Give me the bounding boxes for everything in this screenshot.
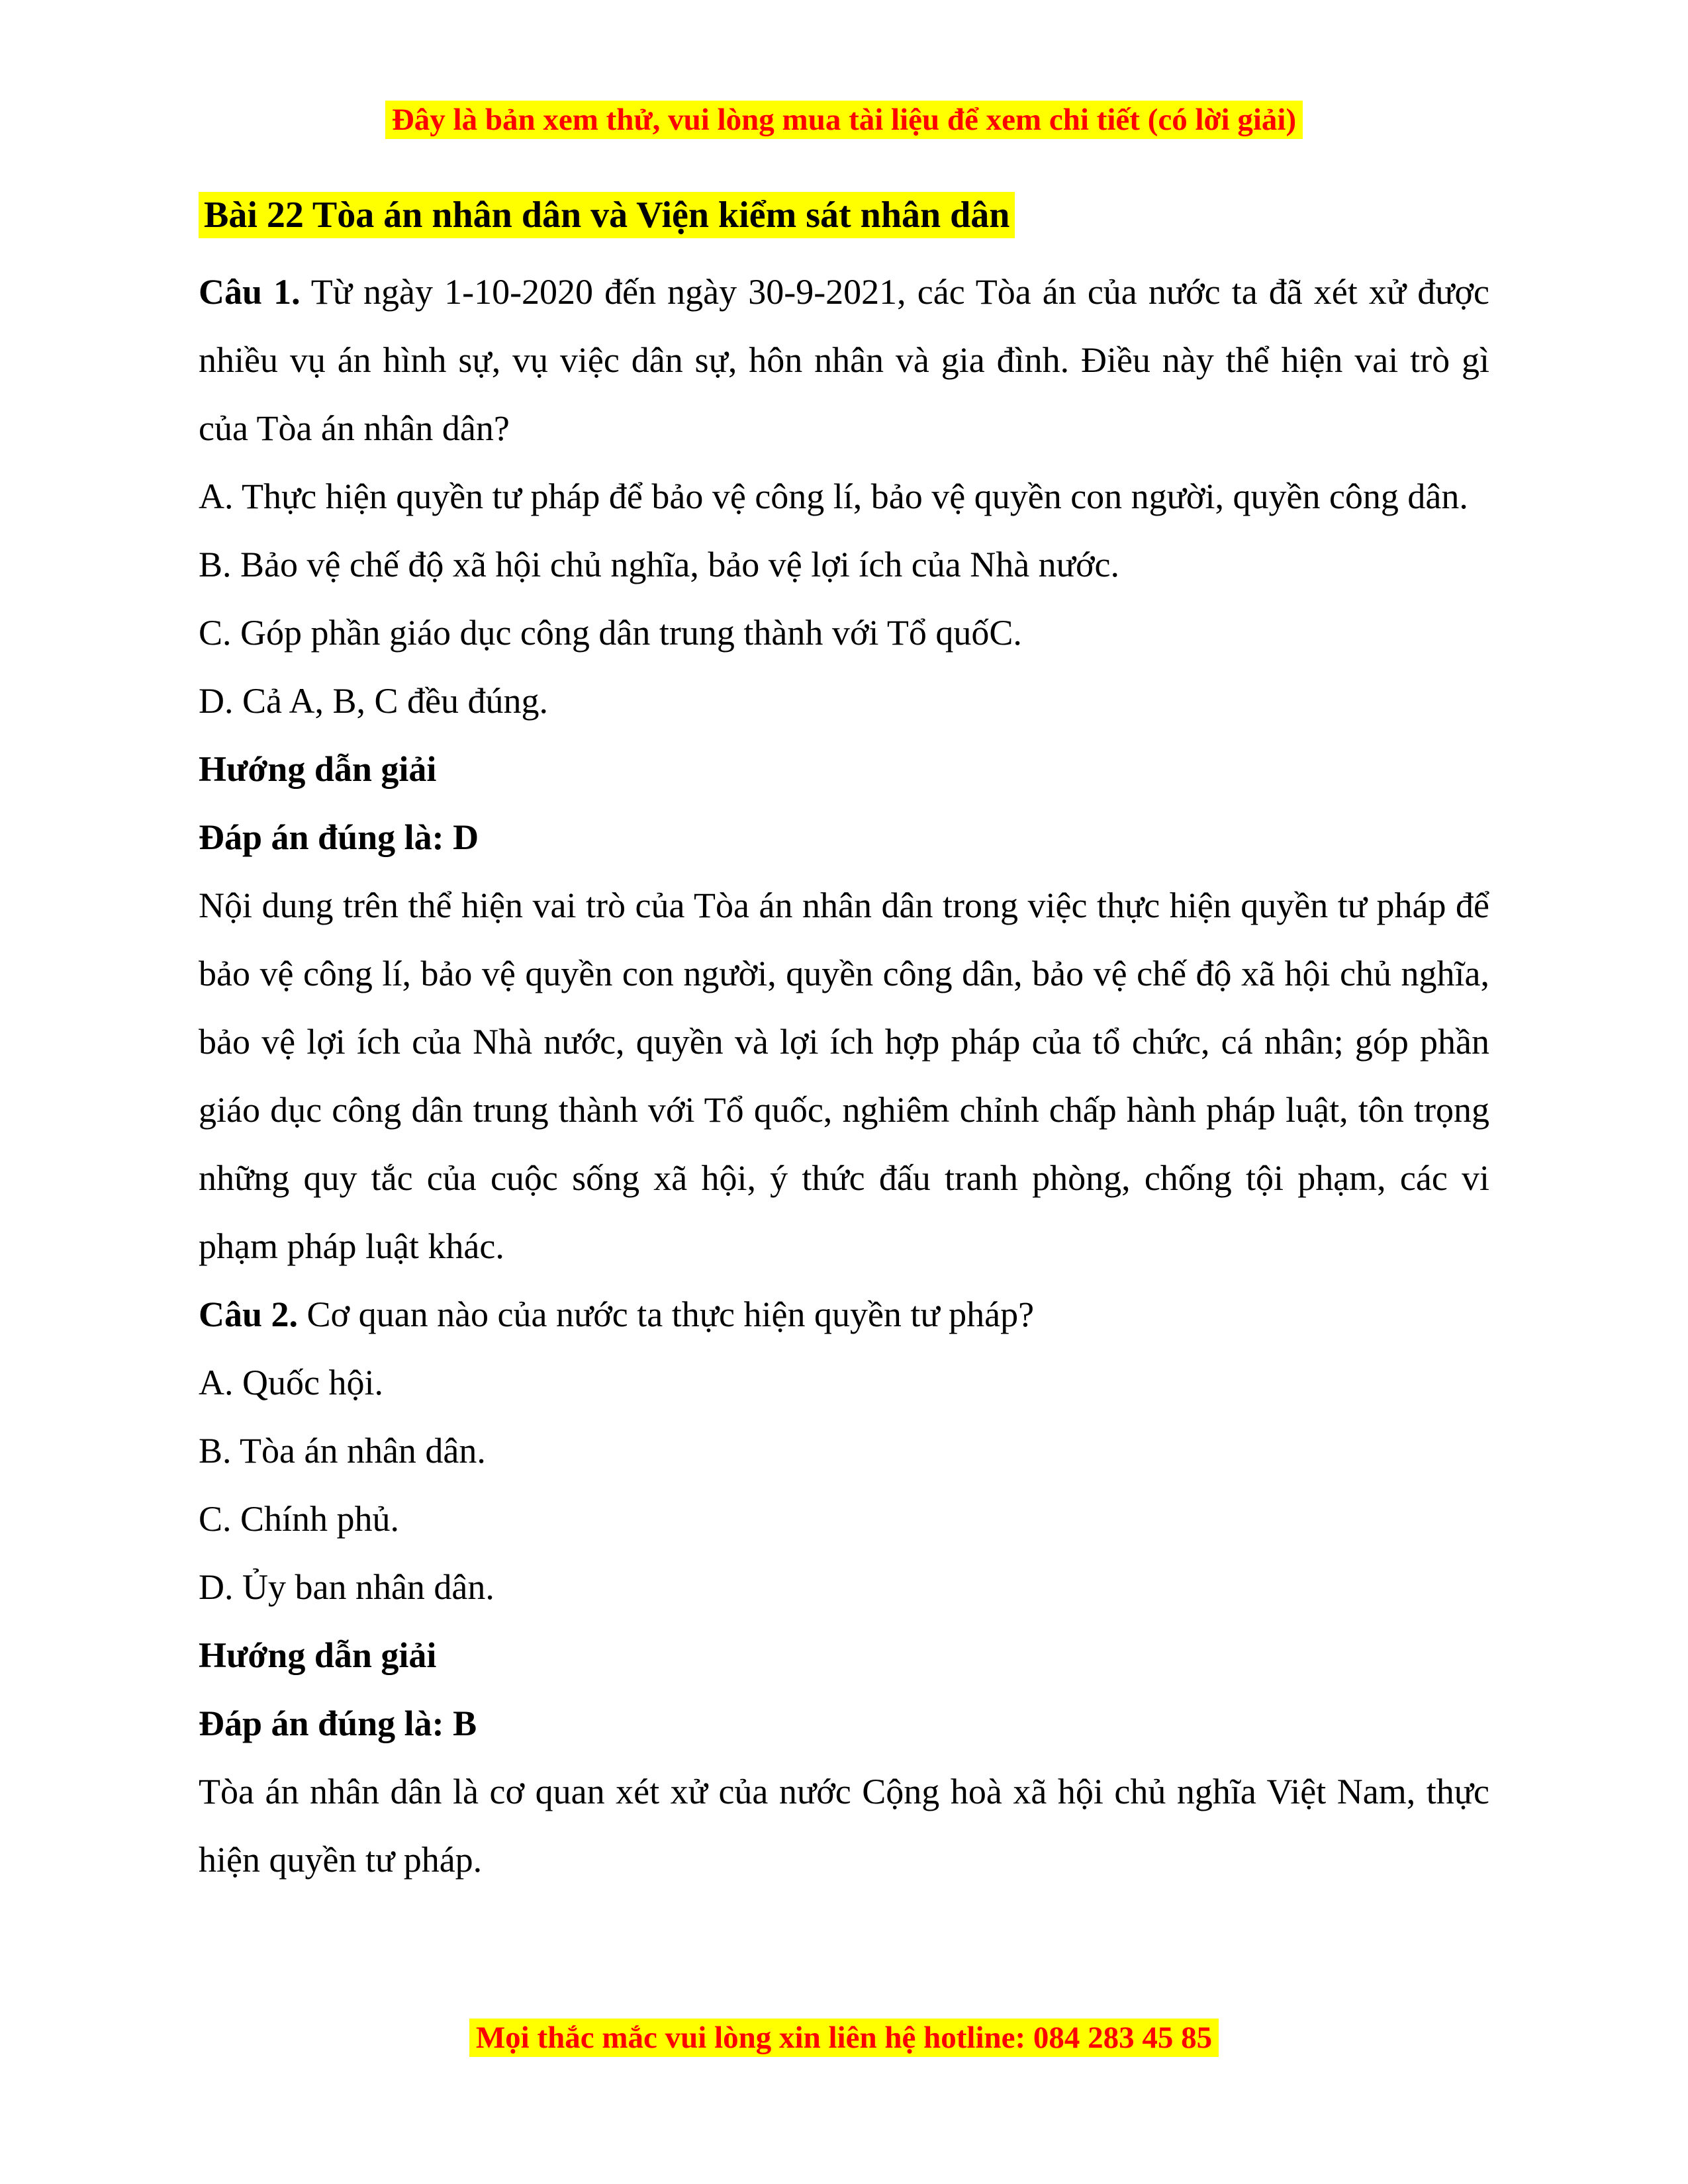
question-1-answer-line: Đáp án đúng là: D (199, 817, 479, 857)
question-2-text: Cơ quan nào của nước ta thực hiện quyền tư pháp? (306, 1295, 1035, 1334)
question-1-option-a: A. Thực hiện quyền tư pháp để bảo vệ công lí, bảo vệ quyền con người, quyền công dân. (199, 477, 1468, 516)
header-notice (199, 99, 1489, 140)
question-1-label: Câu 1. (199, 272, 301, 312)
question-1-explanation: Nội dung trên thể hiện vai trò của Tòa án nhân dân trong việc thực hiện quyền tư pháp để bảo vệ công lí, bảo vệ quyền con người, quyền công dân, bảo vệ chế độ xã hội chủ nghĩa, bảo vệ lợi ích của Nhà nước, quyền và lợi ích hợp pháp của tổ chức, cá nhân; góp phần giáo dục công dân trung thành với Tổ quốc, nghiêm chỉnh chấp hành pháp luật, tôn trọng những quy tắc của cuộc sống xã hội, ý thức đấu tranh phòng, chống tội phạm, các vi phạm pháp luật khác. (199, 886, 1489, 1266)
question-1-text: Từ ngày 1-10-2020 đến ngày 30-9-2021, các Tòa án của nước ta đã xét xử được nhiều vụ án hình sự, vụ việc dân sự, hôn nhân và gia đình. Điều này thể hiện vai trò gì của Tòa án nhân dân? (199, 272, 1489, 448)
page-title-text: Bài 22 Tòa án nhân dân và Viện kiểm sát nhân dân (199, 192, 1015, 238)
question-2-option-a: A. Quốc hội. (199, 1363, 383, 1402)
footer-notice-text: Mọi thắc mắc vui lòng xin liên hệ hotline: 084 283 45 85 (469, 2019, 1219, 2057)
question-2-option-c: C. Chính phủ. (199, 1499, 400, 1539)
question-2-answer-line: Đáp án đúng là: B (199, 1704, 477, 1743)
question-1-solution-heading: Hướng dẫn giải (199, 749, 437, 789)
question-block-2 (199, 1281, 1489, 1894)
question-1-statement (199, 258, 1489, 463)
question-1-option-b: B. Bảo vệ chế độ xã hội chủ nghĩa, bảo vệ lợi ích của Nhà nước. (199, 545, 1119, 584)
header-notice-text: Đây là bản xem thử, vui lòng mua tài liệu để xem chi tiết (có lời giải) (385, 101, 1303, 139)
question-2-explanation: Tòa án nhân dân là cơ quan xét xử của nước Cộng hoà xã hội chủ nghĩa Việt Nam, thực hiện quyền tư pháp. (199, 1772, 1489, 1880)
question-block-1 (199, 258, 1489, 1281)
page-title (199, 191, 1489, 240)
question-1-option-d: D. Cả A, B, C đều đúng. (199, 681, 549, 721)
question-2-option-d: D. Ủy ban nhân dân. (199, 1567, 494, 1607)
question-1-option-c: C. Góp phần giáo dục công dân trung thành với Tổ quốC. (199, 613, 1022, 653)
question-2-solution-heading: Hướng dẫn giải (199, 1635, 437, 1675)
question-2-label: Câu 2. (199, 1295, 299, 1334)
footer-notice (0, 2017, 1688, 2058)
question-2-option-b: B. Tòa án nhân dân. (199, 1431, 486, 1471)
question-2-statement (199, 1281, 1489, 1349)
